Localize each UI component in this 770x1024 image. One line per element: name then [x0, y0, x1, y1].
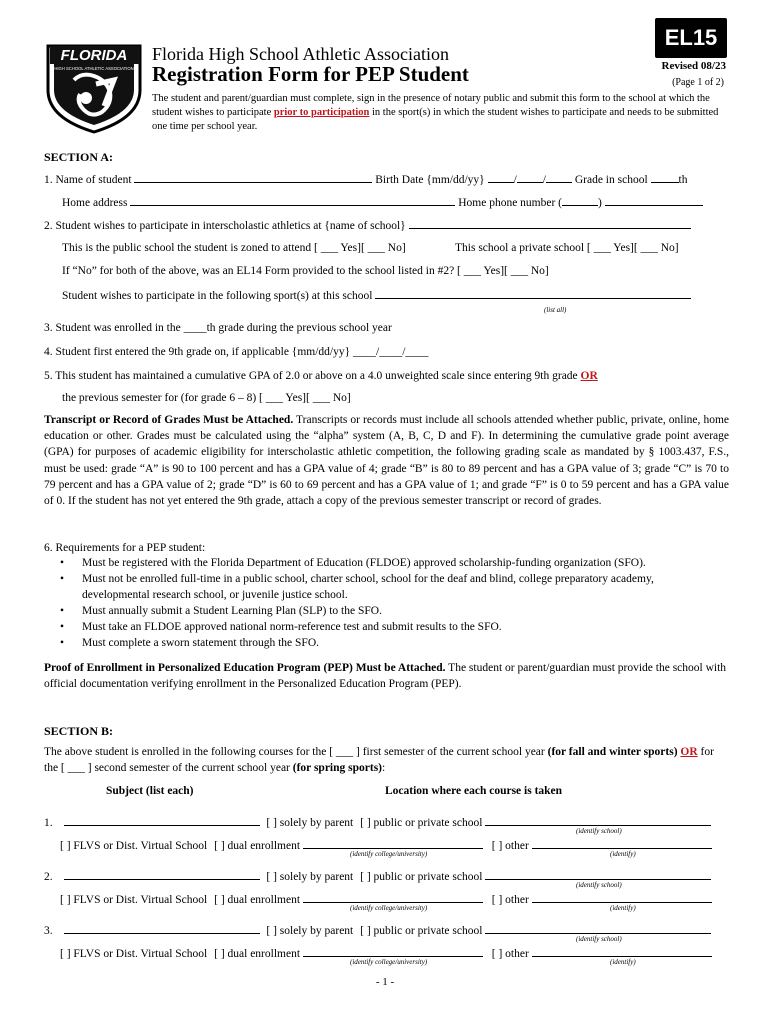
public-private-option[interactable]: [ ] public or private school [360, 817, 483, 829]
identify-college-hint: (identify college/university) [350, 904, 428, 912]
section-b-spring: (for spring sports) [292, 762, 382, 774]
org-name: Florida High School Athletic Association [152, 44, 449, 64]
requirement-item: • Must take an FLDOE approved national norm-reference test and submit results to the SFO. [44, 619, 724, 635]
q1-address-label: Home address [62, 197, 128, 209]
q2-label: 2. Student wishes to participate in interscholastic athletics at {name of school} [44, 220, 406, 232]
dual-enrollment-option[interactable]: [ ] dual enrollment [214, 894, 301, 906]
q1-row: 1. Name of student Birth Date {mm/dd/yy} / / Grade in school th [44, 171, 734, 188]
q6-heading: 6. Requirements for a PEP student: [44, 542, 206, 554]
logo-subtext: HIGH SCHOOL ATHLETIC ASSOCIATION [54, 66, 134, 71]
solely-parent-option[interactable]: [ ] solely by parent [266, 925, 354, 937]
logo-text: FLORIDA [60, 47, 128, 64]
dual-enrollment-field[interactable] [303, 891, 483, 903]
fhsaa-logo [44, 40, 144, 134]
grade-field[interactable] [651, 171, 679, 183]
subject-field[interactable] [64, 922, 260, 934]
section-b-intro-a: The above student is enrolled in the following courses for the [ ___ ] first semester of the current school year [44, 746, 548, 758]
student-name-field[interactable] [134, 171, 372, 183]
course-number: 3. [44, 925, 53, 937]
col-location-header: Location where each course is taken [385, 785, 563, 797]
transcript-text: Transcripts or records must include all schools attended whether public, private, online, home education or other. Grades must be calculated using the “alpha” system (A, B, C, D and F). In determining the cumulative grade point average (GPA) for purposes of academic eligibility for interscholastic athletic competition, the following grading scale as mandated by § 1003.437, F.S., must be used: grade “A” is 90 to 100 percent and has a GPA value of 4; grade “B” is 80 to 89 percent and has a GPA value of 3; grade “C” is 70 to 79 percent and has a GPA value of 2; grade “D” is 60 to 69 percent and has a GPA value of 1; and grade “F” is 0 to 59 percent and has a GPA value of 0. If the student has not yet entered the 9th grade, attach a copy of the previous semester transcript or record of grades. [44, 414, 729, 508]
course-row [44, 922, 734, 966]
q1-phone-close: ) [598, 197, 602, 209]
other-option[interactable]: [ ] other [491, 840, 529, 852]
course-number: 2. [44, 871, 53, 883]
section-b-heading: SECTION B: [44, 724, 114, 738]
section-b-intro [44, 744, 729, 776]
q5-or: OR [580, 370, 598, 382]
other-field[interactable] [532, 891, 712, 903]
section-b-intro-b: for the [ ___ ] second semester of the current school year [44, 746, 714, 774]
subject-field[interactable] [64, 868, 260, 880]
q1-birth-label: Birth Date {mm/dd/yy} [375, 174, 485, 186]
dual-enrollment-field[interactable] [303, 945, 483, 957]
q5-line2[interactable]: the previous semester for (for grade 6 – 8) [ ___ Yes][ ___ No] [62, 392, 351, 404]
birth-month-field[interactable] [488, 171, 514, 183]
section-b-colon: : [382, 762, 386, 774]
q2-row [44, 217, 734, 234]
course-row [44, 868, 734, 912]
identify-college-hint: (identify college/university) [350, 958, 428, 966]
dual-enrollment-option[interactable]: [ ] dual enrollment [214, 948, 301, 960]
public-private-option[interactable]: [ ] public or private school [360, 871, 483, 883]
requirement-item: • Must be registered with the Florida Department of Education (FLDOE) approved scholarship-funding organization (SFO). [44, 555, 724, 571]
home-address-field[interactable] [130, 194, 455, 206]
public-private-school-field[interactable] [485, 868, 711, 880]
flvs-option[interactable]: [ ] FLVS or Dist. Virtual School [60, 894, 208, 906]
solely-parent-option[interactable]: [ ] solely by parent [266, 871, 354, 883]
form-title: Registration Form for PEP Student [152, 62, 469, 86]
q2-el14[interactable]: If “No” for both of the above, was an EL14 Form provided to the school listed in #2? [ ___ Yes][ ___ No] [62, 265, 549, 277]
transcript-bold: Transcript or Record of Grades Must be Attached. [44, 414, 294, 426]
list-all-hint: (list all) [544, 306, 567, 314]
requirements-list [44, 555, 724, 651]
page-of: (Page 1 of 2) [672, 77, 724, 88]
identify-hint: (identify) [610, 850, 636, 858]
section-a-heading: SECTION A: [44, 150, 114, 164]
q2-private[interactable]: This school a private school [ ___ Yes][ ___ No] [455, 242, 679, 254]
proof-text: The student or parent/guardian must provide the school with official documentation verifying enrollment in the Personalized Education Program (PEP). [44, 662, 727, 690]
requirement-item: • Must not be enrolled full-time in a public school, charter school, school for the deaf and blind, college preparatory academy, developmental research school, or juvenile justice school. [44, 571, 724, 603]
q2-sports-row [62, 287, 732, 304]
sports-field[interactable] [375, 287, 691, 299]
q2-zoned[interactable]: This is the public school the student is zoned to attend [ ___ Yes][ ___ No] [62, 242, 406, 254]
proof-bold: Proof of Enrollment in Personalized Education Program (PEP) Must be Attached. [44, 662, 446, 674]
q1-name-label: 1. Name of student [44, 174, 132, 186]
q5-line1 [44, 368, 598, 384]
identify-school-hint: (identify school) [576, 935, 622, 943]
q5-text: 5. This student has maintained a cumulative GPA of 2.0 or above on a 4.0 unweighted scale since entering 9th grade [44, 370, 581, 382]
public-private-school-field[interactable] [485, 814, 711, 826]
requirement-item: • Must complete a sworn statement through the SFO. [44, 635, 724, 651]
identify-school-hint: (identify school) [576, 881, 622, 889]
identify-college-hint: (identify college/university) [350, 850, 428, 858]
q4[interactable]: 4. Student first entered the 9th grade on, if applicable {mm/dd/yy} ____/____/____ [44, 346, 429, 358]
school-name-field[interactable] [409, 217, 691, 229]
intro-emphasis: prior to participation [273, 107, 370, 118]
dual-enrollment-option[interactable]: [ ] dual enrollment [214, 840, 301, 852]
intro-text [152, 92, 727, 134]
col-subject-header: Subject (list each) [106, 785, 194, 797]
identify-hint: (identify) [610, 958, 636, 966]
home-phone-field[interactable] [605, 194, 703, 206]
section-b-fall: (for fall and winter sports) [547, 746, 678, 758]
requirement-item: • Must annually submit a Student Learning Plan (SLP) to the SFO. [44, 603, 724, 619]
subject-field[interactable] [64, 814, 260, 826]
page-number: - 1 - [375, 976, 395, 988]
dual-enrollment-field[interactable] [303, 837, 483, 849]
other-field[interactable] [532, 945, 712, 957]
intro-part2: in the sport(s) in which the student wishes to participate and needs to be submitted one time per school year. [152, 107, 719, 132]
flvs-option[interactable]: [ ] FLVS or Dist. Virtual School [60, 948, 208, 960]
course-number: 1. [44, 817, 53, 829]
q1-address-row [62, 194, 732, 211]
section-b-or: OR [680, 746, 698, 758]
flvs-option[interactable]: [ ] FLVS or Dist. Virtual School [60, 840, 208, 852]
q3[interactable]: 3. Student was enrolled in the ____th grade during the previous school year [44, 322, 392, 334]
proof-paragraph [44, 660, 729, 692]
public-private-school-field[interactable] [485, 922, 711, 934]
solely-parent-option[interactable]: [ ] solely by parent [266, 817, 354, 829]
other-field[interactable] [532, 837, 712, 849]
intro-part1: The student and parent/guardian must complete, sign in the presence of notary public and submit this form to the school at which the student wishes to participate [152, 93, 710, 118]
identify-school-hint: (identify school) [576, 827, 622, 835]
other-option[interactable]: [ ] other [491, 894, 529, 906]
identify-hint: (identify) [610, 904, 636, 912]
birth-day-field[interactable] [517, 171, 543, 183]
q1-grade-label: Grade in school [574, 174, 648, 186]
q2-sports-label: Student wishes to participate in the following sport(s) at this school [62, 290, 373, 302]
form-code-badge: EL15 [655, 18, 727, 58]
revised-date: Revised 08/23 [661, 60, 726, 72]
q1-phone-label: Home phone number ( [458, 197, 563, 209]
other-option[interactable]: [ ] other [491, 948, 529, 960]
public-private-option[interactable]: [ ] public or private school [360, 925, 483, 937]
transcript-paragraph [44, 412, 729, 509]
course-row [44, 814, 734, 858]
area-code-field[interactable] [562, 194, 598, 206]
q1-th: th [678, 174, 688, 186]
birth-year-field[interactable] [546, 171, 572, 183]
